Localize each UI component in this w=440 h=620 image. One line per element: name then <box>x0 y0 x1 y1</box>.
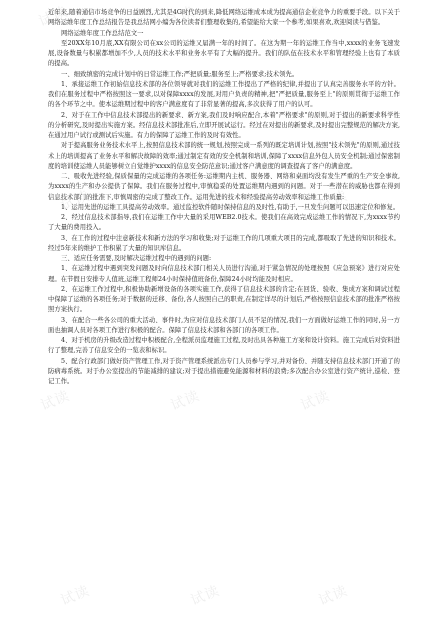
heading-paragraph: 二、吸收先进经验,保质保量的完成运维的各项任务:运维期内主机、服务器、网络和桌面均没有发生严重的生产安全事故,为xxxx的生产和办公提供了保障。我们在服务过程中,审慎稳妥的处置运维期内遇到的问题。对于一些潜在的威胁也都在得到信息技术部门的批准下,审慎周密的完成了整改工作。运用先进的技术和经验提高劳动效率和运维工作质量: <box>48 173 400 201</box>
paragraph: 5、配合行政部门做好资产管理工作,对于资产管理系统派出专门人员参与学习,并对备份、并随支持信息技术部门开通了的防病毒系统。对于办公室提出的节能减排的建议;对于提出措施避免能源和材料的浪费;多次配合办公室进行资产统计,巡检、登记工作。 <box>48 357 400 385</box>
document-body <box>48 8 400 387</box>
watermark: 试读 <box>188 187 223 214</box>
paragraph: 4、对于机房的升级改造过程中积极配合,全程派员监理施工过程,及时出具各种施工方案和设计资料。施工完成后对资料进行了整理,完善了信息安全的一览表和标识。 <box>48 337 400 355</box>
paragraph: 至20XX年10月底,XX有限公司在xx公司的运维又届满一年的时间了。在这为期一年的运维工作当中,xxxx的业务飞速发展,设备数量与积累都增加不少,人员的技术水平和业务水平有了大幅的提升。我们的队伍在技术水平和管理经验上也有了本质的提高。 <box>48 39 400 68</box>
paragraph: 对于提高服务业务技术水平上,按照信息技术部的统一规划,按照完成一系列的既定培训计划,按照"技术领先"的原则,通过技术上的培训提高了业务水平和解决故障的效率;通过制定有效的安全机制和培训,保障了xxxx信息外包人员安全机制;通过保密制度的培训使运维人员能够树立自觉维护xxxx的信息安全防范意识;通过客户满意度的调查提高了客户的满意度。 <box>48 142 400 170</box>
paragraph: 2、在运维工作过程中,积极协助新增设备的各项实施工作,获得了信息技术部的肯定;在回货、验收、集成方案和调试过程中保障了运维的各项任务;对于数据的迁移、备份,各人按照自己的职责,在制定详尽的计划后,严格按照信息技术部的批准严格按照方案执行。 <box>48 285 400 314</box>
heading-paragraph: 三、适应任务需要,及时解决运维过程中的遇到的问题: <box>61 255 212 262</box>
watermark: 试读 <box>298 387 333 414</box>
watermark: 试读 <box>38 387 73 414</box>
section-title: 网络运维年度工作总结范文一 <box>61 29 144 37</box>
watermark: 试读 <box>58 582 93 609</box>
intro-paragraph: 近年来,随着通信市场竞争的日益剧烈,尤其是4G时代的到来,降低网络运维成本成为提高通信企业竞争力的重要手段。以下关于网络运维年度工作总结报告是我总结网小编为各位读者们整理收集的,希望能给大家一个参考,如果喜欢,欢迎阅读与借鉴。 <box>48 9 400 27</box>
watermark: 试读 <box>36 3 71 30</box>
paragraph: 2、经过信息技术部指导,我们在运维工作中大量的采用WEB2.0技术。使我们在高效完成运维工作的情况下,为xxxx节约了大量的费用投入。 <box>48 214 400 232</box>
watermark: 试读 <box>316 582 351 609</box>
watermark: 试读 <box>290 3 325 30</box>
paragraph: 1、在运维过程中遇到突发问题及时向信息技术部门相关人员进行沟通,对于紧急情况的处理按照《应急预案》进行对应处理。在节假日安排专人值班,运维工程师24小时保持值班备份,保障24小时均能及时相应。 <box>48 265 400 283</box>
paragraph: 1、运用先进的运维工具提高劳动效率。通过监控软件随时保持信息的及时性,有助于,一旦发生问题可以迅速定位和修复。 <box>61 203 400 211</box>
watermark: 试读 <box>58 187 93 214</box>
paragraph: 3、在工作的过程中注意新技术和新方法的学习和收集;对于运维工作的几项重大项目的完成,都吸取了先进的知识和技术。经过5年来的维护工作积累了大量的知识库信息。 <box>48 234 400 252</box>
paragraph: 3、在配合一些各公司的重大活动、事件时,为应对信息技术部门人员不足的情况,我们一方面做好运维工作的同时,另一方面也抽调人员对各项工作进行积极的配合。保障了信息技术部和各部门的各项工作。 <box>48 316 400 334</box>
watermark: 试读 <box>188 582 223 609</box>
watermark: 试读 <box>168 387 203 414</box>
paragraph: 1、承接运维工作初始信息技术部的各位领导就对我们的运维工作提出了严格的纪律,并提出了认真完善服务水平的方针。我们在服务过程中严格按照这一要求,以对保障xxxx的发展,对用户负责的精神,把"严把质量,服务至上"的原则贯彻于运维工作的各个环节之中。使本运维期过程中的客户满意度有了非常显著的提高,多次获得了用户的认可。 <box>48 80 400 109</box>
heading-paragraph: 一、细致缜密的完成计划中的日常运维工作;严把质量;服务至上;严格要求;技术领先。 <box>61 70 299 78</box>
watermark: 试读 <box>163 3 198 30</box>
paragraph: 2、对于在工作中信息技术部提出的新要求、新方案,我们及时响应配合,本着"严格要求"的原则,对于提出的新要求科学性的分析研究,及时提出实施方案。经信息技术部批准后,立即开展试运行。经过在对提出的新要求,及时提出完整规范的解决方案,在通过用户试行或测试后实施。有力的保障了运维工作的及时有效性。 <box>48 111 400 139</box>
watermark: 试读 <box>316 187 351 214</box>
